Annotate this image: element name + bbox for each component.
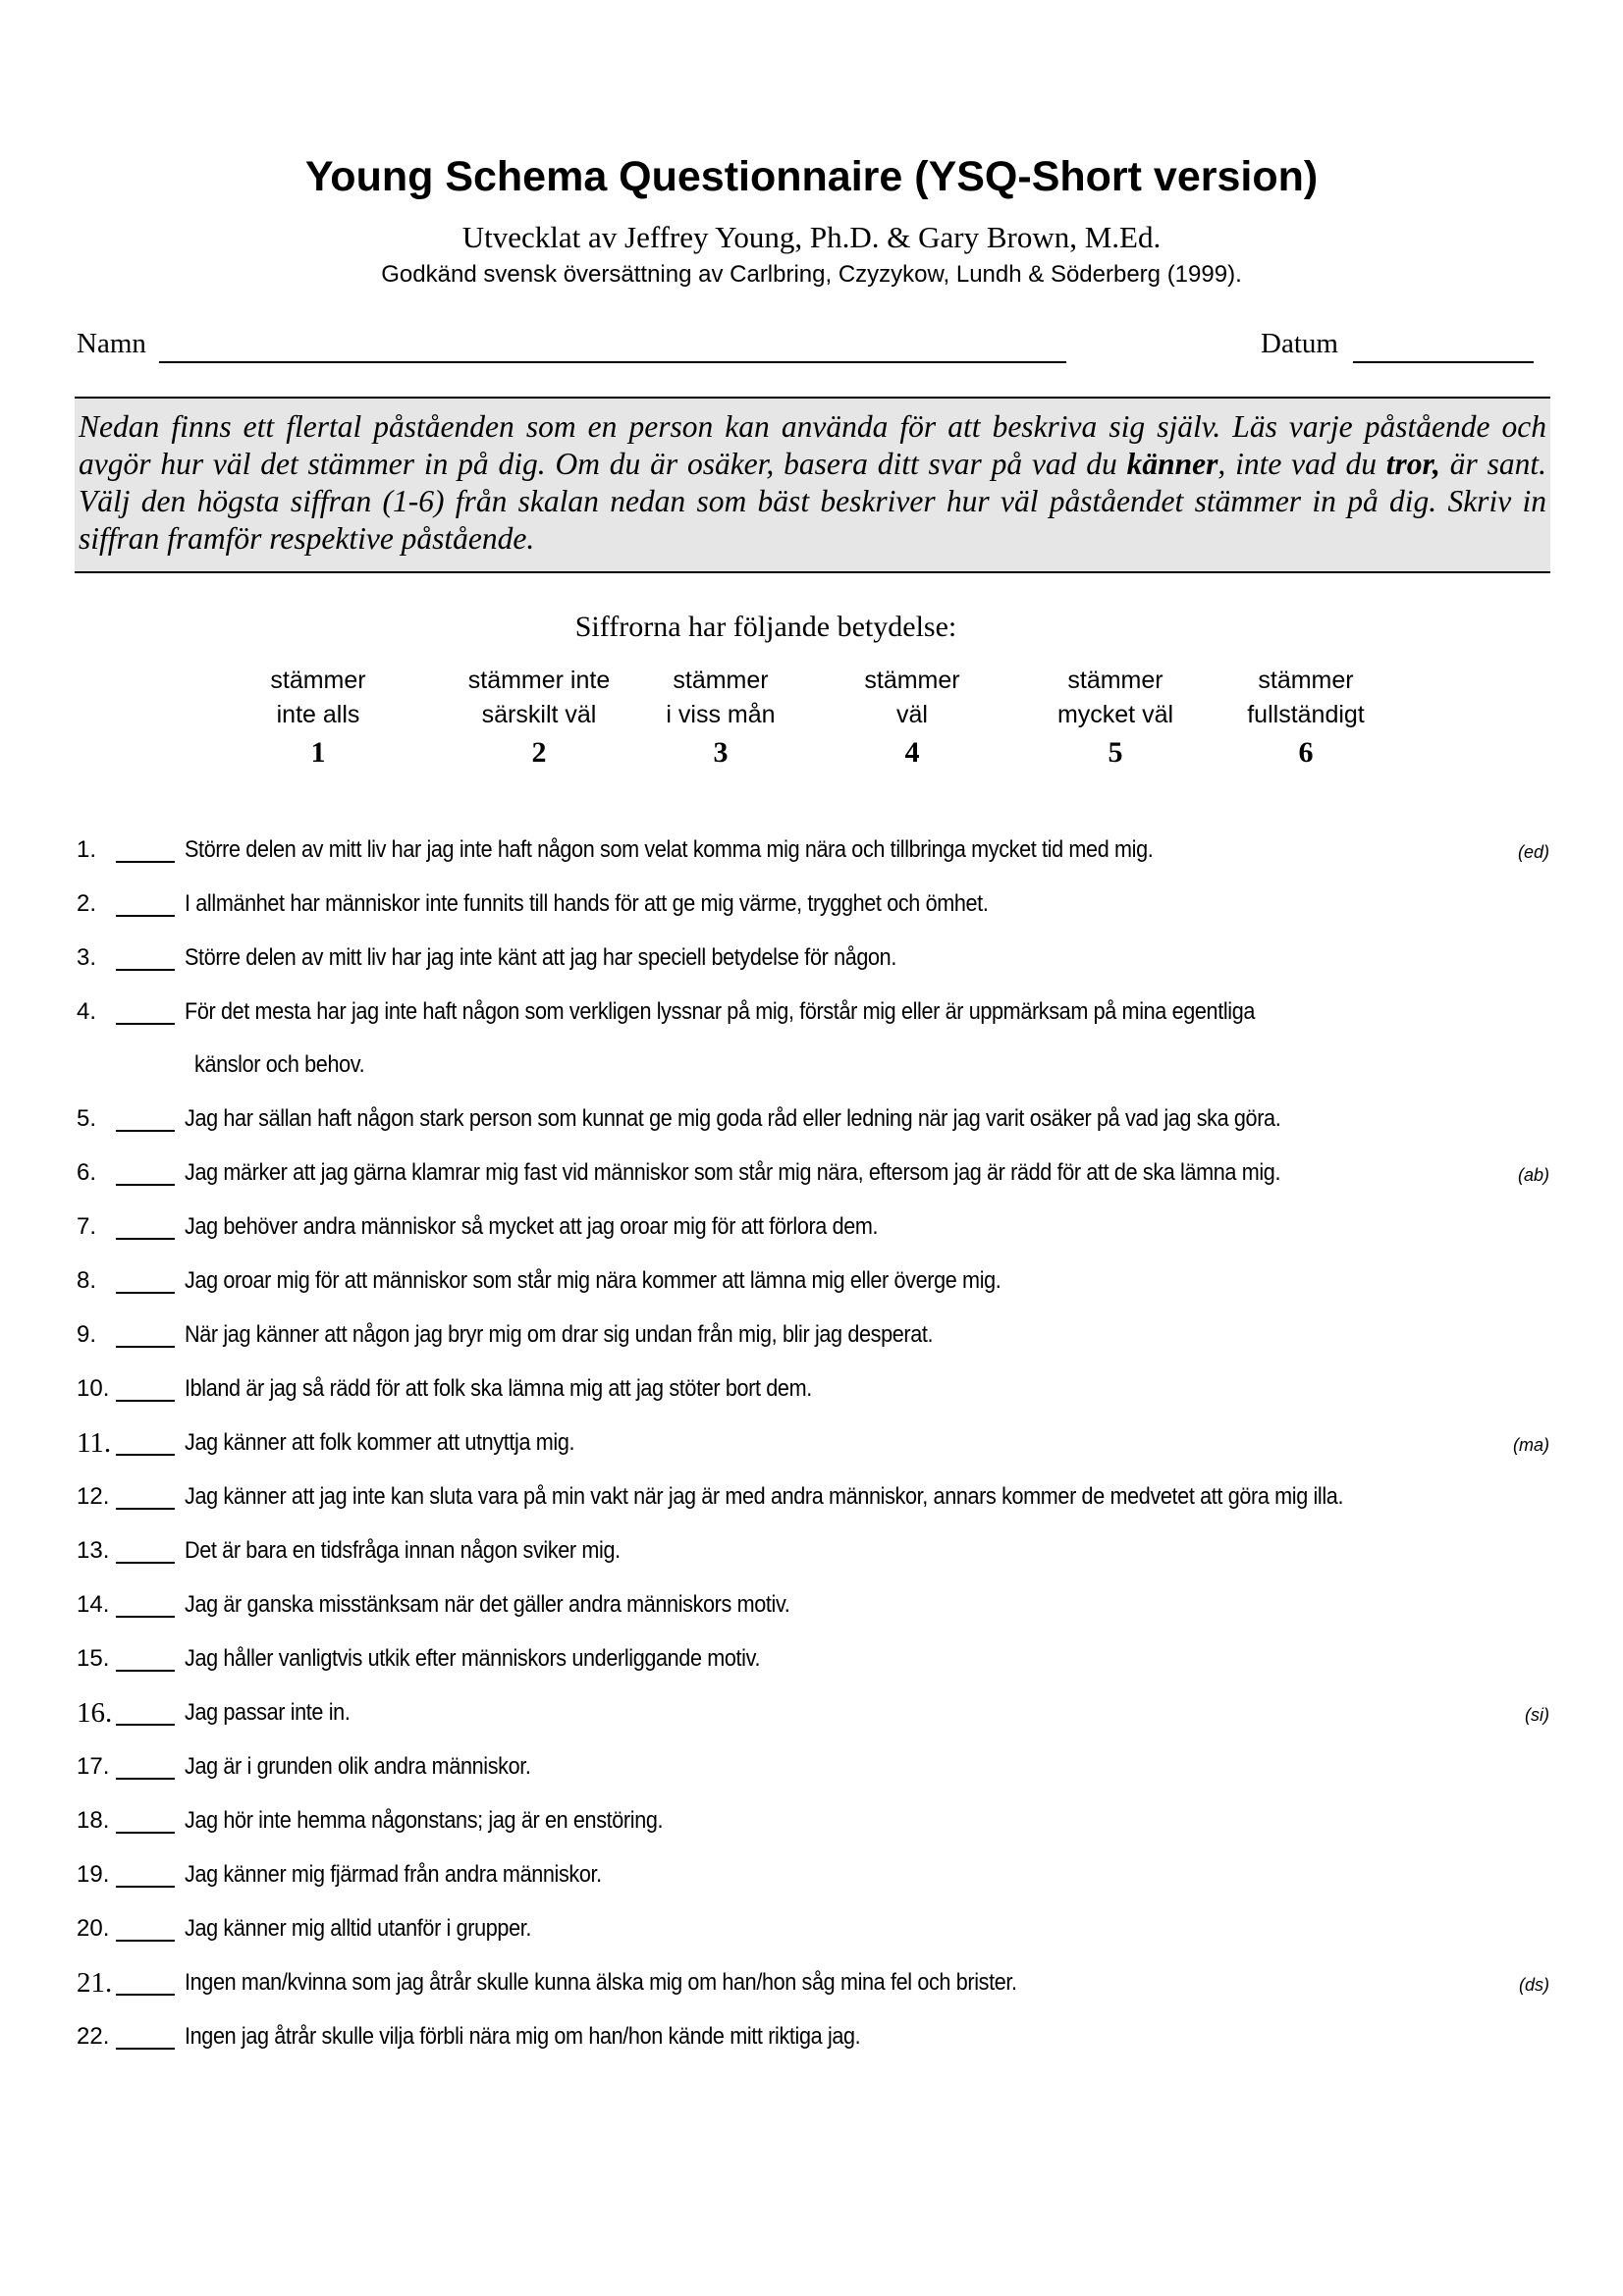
question-item xyxy=(77,1155,1549,1209)
question-number: 16. xyxy=(77,1697,113,1729)
scale-option-6 xyxy=(1208,664,1404,770)
scale-label-line1: stämmer inte xyxy=(467,667,611,694)
author-line: Utvecklat av Jeffrey Young, Ph.D. & Gary Brown, M.Ed. xyxy=(461,220,1162,254)
question-item xyxy=(77,1911,1549,1965)
question-text: Det är bara en tidsfråga innan någon sviker mig. xyxy=(185,1537,621,1564)
translation-line: Godkänd svensk översättning av Carlbring, Czyzykow, Lundh & Söderberg (1999). xyxy=(381,261,1242,288)
question-item xyxy=(77,1317,1549,1371)
question-text: Ibland är jag så rädd för att folk ska lämna mig att jag stöter bort dem. xyxy=(185,1375,812,1402)
question-item xyxy=(77,1101,1549,1155)
scale-number: 5 xyxy=(1108,736,1123,769)
instructions-part-1: Nedan finns ett flertal påståenden som en person kan använda för att beskriva sig själv. Läs varje påstående och avgör hur väl det stämmer in på dig. Om du är osäker, basera ditt svar på vad du xyxy=(79,409,1546,481)
question-item xyxy=(77,1371,1549,1425)
answer-blank[interactable] xyxy=(116,1778,175,1780)
answer-blank[interactable] xyxy=(116,861,175,863)
scale-number: 2 xyxy=(531,736,547,769)
name-field[interactable] xyxy=(159,361,1066,363)
question-item xyxy=(77,1857,1549,1911)
scale-label-line2: i viss mån xyxy=(666,701,776,728)
question-number: 6. xyxy=(77,1159,97,1186)
question-text: Större delen av mitt liv har jag inte känt att jag har speciell betydelse för någon. xyxy=(185,944,896,971)
question-text: Jag känner mig alltid utanför i grupper. xyxy=(185,1915,532,1942)
scale-option-4 xyxy=(814,664,1010,770)
answer-blank[interactable] xyxy=(116,1023,175,1025)
question-number: 10. xyxy=(77,1375,110,1402)
scale-heading: Siffrorna har följande betydelse: xyxy=(574,611,957,643)
schema-code-tag: (si) xyxy=(1525,1705,1549,1725)
question-number: 5. xyxy=(77,1105,97,1132)
scale-label-line2: fullständigt xyxy=(1247,701,1365,728)
question-number: 20. xyxy=(77,1915,110,1942)
question-item xyxy=(77,1749,1549,1803)
answer-blank[interactable] xyxy=(116,2048,175,2050)
scale-option-5 xyxy=(1017,664,1214,770)
name-label: Namn xyxy=(77,328,146,359)
question-text: När jag känner att någon jag bryr mig om drar sig undan från mig, blir jag desperat. xyxy=(185,1321,934,1348)
question-item xyxy=(77,1587,1549,1641)
question-text: Jag märker att jag gärna klamrar mig fast vid människor som står mig nära, eftersom jag är rädd för att de ska lämna mig. xyxy=(185,1159,1281,1186)
answer-blank[interactable] xyxy=(116,1616,175,1618)
date-field[interactable] xyxy=(1353,361,1534,363)
question-number: 1. xyxy=(77,836,97,863)
question-text: Jag känner att folk kommer att utnyttja mig. xyxy=(185,1429,575,1456)
question-text: Jag oroar mig för att människor som står mig nära kommer att lämna mig eller överge mig. xyxy=(185,1267,1001,1294)
answer-blank[interactable] xyxy=(116,1292,175,1294)
answer-blank[interactable] xyxy=(116,1346,175,1348)
scale-label-line1: stämmer xyxy=(864,667,960,694)
answer-blank[interactable] xyxy=(116,1994,175,1996)
scale-label-line1: stämmer xyxy=(673,667,769,694)
question-number: 7. xyxy=(77,1213,97,1240)
question-text: Jag behöver andra människor så mycket att jag oroar mig för att förlora dem. xyxy=(185,1213,879,1240)
answer-blank[interactable] xyxy=(116,1130,175,1132)
instructions-emphasis-1: känner xyxy=(1126,447,1218,481)
answer-blank[interactable] xyxy=(116,969,175,971)
answer-blank[interactable] xyxy=(116,915,175,917)
question-item xyxy=(77,1965,1549,2019)
answer-blank[interactable] xyxy=(116,1940,175,1942)
question-item xyxy=(77,1479,1549,1533)
question-item xyxy=(77,1209,1549,1263)
schema-code-tag: (ab) xyxy=(1517,1165,1549,1185)
question-number: 8. xyxy=(77,1267,97,1294)
scale-label-line1: stämmer xyxy=(1258,667,1354,694)
date-label: Datum xyxy=(1261,328,1338,359)
scale-number: 4 xyxy=(904,736,920,769)
answer-blank[interactable] xyxy=(116,1670,175,1672)
answer-blank[interactable] xyxy=(116,1238,175,1240)
answer-blank[interactable] xyxy=(116,1886,175,1888)
scale-option-2 xyxy=(441,664,637,770)
question-number: 22. xyxy=(77,2023,110,2050)
scale-number: 3 xyxy=(713,736,729,769)
answer-blank[interactable] xyxy=(116,1454,175,1456)
scale-number: 6 xyxy=(1298,736,1314,769)
question-text: Jag känner mig fjärmad från andra människor. xyxy=(185,1861,602,1888)
scale-label-line2: väl xyxy=(896,701,928,728)
question-text: I allmänhet har människor inte funnits till hands för att ge mig värme, trygghet och ömhet. xyxy=(185,890,989,917)
schema-code-tag: (ed) xyxy=(1517,842,1549,862)
page-title: Young Schema Questionnaire (YSQ-Short version) xyxy=(304,153,1319,200)
instructions-box xyxy=(75,397,1550,573)
question-text: För det mesta har jag inte haft någon som verkligen lyssnar på mig, förstår mig eller är uppmärksam på mina egentliga xyxy=(185,998,1256,1025)
answer-blank[interactable] xyxy=(116,1724,175,1726)
question-number: 2. xyxy=(77,890,97,917)
question-number: 14. xyxy=(77,1591,110,1618)
question-text-continuation: känslor och behov. xyxy=(194,1051,365,1078)
question-text: Jag har sällan haft någon stark person som kunnat ge mig goda råd eller ledning när jag varit osäker på vad jag ska göra. xyxy=(185,1105,1281,1132)
question-text: Ingen jag åtrår skulle vilja förbli nära mig om han/hon kände mitt riktiga jag. xyxy=(185,2023,861,2050)
scale-label-line1: stämmer xyxy=(1067,667,1163,694)
schema-code-tag: (ma) xyxy=(1513,1435,1549,1455)
question-item xyxy=(77,1641,1549,1695)
scale-number: 1 xyxy=(310,736,326,769)
question-text: Jag håller vanligtvis utkik efter människors underliggande motiv. xyxy=(185,1645,761,1672)
question-number: 21. xyxy=(77,1967,113,1999)
instructions-part-3: är sant. Välj den högsta siffran (1-6) från skalan nedan som bäst beskriver hur väl påståendet stämmer in på dig. Skriv in siffran framför respektive påstående. xyxy=(79,447,1546,556)
question-item xyxy=(77,1533,1549,1587)
answer-blank[interactable] xyxy=(116,1184,175,1186)
question-list xyxy=(77,832,1549,2073)
scale-label-line2: särskilt väl xyxy=(481,701,597,728)
scale-label-line1: stämmer xyxy=(270,667,366,694)
question-number: 19. xyxy=(77,1861,110,1888)
instructions-text xyxy=(79,408,1546,558)
question-text: Jag hör inte hemma någonstans; jag är en enstöring. xyxy=(185,1807,664,1834)
question-text: Större delen av mitt liv har jag inte haft någon som velat komma mig nära och tillbringa mycket tid med mig. xyxy=(185,836,1154,863)
question-item xyxy=(77,940,1549,994)
scale-option-1 xyxy=(220,664,416,770)
question-text: Jag känner att jag inte kan sluta vara på min vakt när jag är med andra människor, annars kommer de medvetet att göra mig illa. xyxy=(185,1483,1344,1510)
question-number: 3. xyxy=(77,944,97,971)
question-item xyxy=(77,994,1549,1101)
scale-label-line2: inte alls xyxy=(276,701,360,728)
answer-blank[interactable] xyxy=(116,1508,175,1510)
question-item xyxy=(77,1695,1549,1749)
question-item xyxy=(77,832,1549,886)
answer-blank[interactable] xyxy=(116,1562,175,1564)
question-text: Ingen man/kvinna som jag åtrår skulle kunna älska mig om han/hon såg mina fel och brister. xyxy=(185,1969,1017,1996)
question-text: Jag passar inte in. xyxy=(185,1699,351,1726)
question-text: Jag är ganska misstänksam när det gäller andra människors motiv. xyxy=(185,1591,790,1618)
question-number: 4. xyxy=(77,998,97,1025)
question-number: 12. xyxy=(77,1483,110,1510)
question-item xyxy=(77,1263,1549,1317)
scale-label-line2: mycket väl xyxy=(1056,701,1174,728)
question-item xyxy=(77,2019,1549,2073)
question-number: 17. xyxy=(77,1753,110,1780)
question-item xyxy=(77,886,1549,940)
scale-option-3 xyxy=(622,664,819,770)
question-item xyxy=(77,1803,1549,1857)
instructions-part-2: , inte vad du xyxy=(1217,447,1386,481)
question-number: 15. xyxy=(77,1645,110,1672)
instructions-emphasis-2: tror, xyxy=(1385,447,1440,481)
answer-blank[interactable] xyxy=(116,1400,175,1402)
question-number: 11. xyxy=(77,1427,112,1459)
answer-blank[interactable] xyxy=(116,1832,175,1834)
schema-code-tag: (ds) xyxy=(1519,1975,1549,1995)
question-number: 18. xyxy=(77,1807,110,1834)
question-number: 9. xyxy=(77,1321,97,1348)
question-text: Jag är i grunden olik andra människor. xyxy=(185,1753,531,1780)
question-item xyxy=(77,1425,1549,1479)
question-number: 13. xyxy=(77,1537,110,1564)
